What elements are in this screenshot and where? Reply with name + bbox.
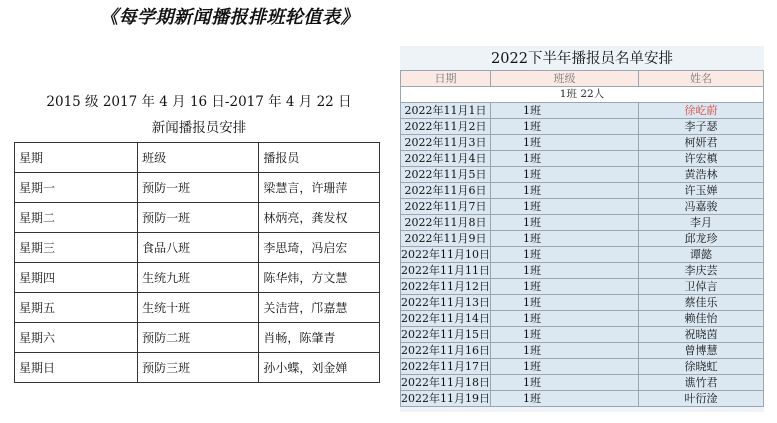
header-cell-date: 日期 — [401, 71, 491, 87]
roster-row — [401, 295, 764, 311]
roster-panel — [400, 46, 764, 412]
header-cell-class: 班级 — [138, 143, 259, 173]
header-cell-broadcaster: 播报员 — [259, 143, 380, 173]
date-cell: 2022年11月11日 — [401, 264, 490, 277]
broadcaster-cell: 李思琦，冯启宏 — [259, 233, 380, 263]
date-cell: 2022年11月4日 — [401, 151, 491, 167]
name-cell: 叶衍淦 — [639, 391, 764, 407]
class-cell: 预防三班 — [138, 353, 259, 383]
broadcaster-cell: 肖畅，陈肇青 — [259, 323, 380, 353]
name-cell: 李庆芸 — [639, 263, 764, 279]
roster-row — [401, 167, 764, 183]
date-cell: 2022年11月7日 — [401, 199, 491, 215]
left-schedule-subheading: 新闻播报员安排 — [151, 120, 247, 136]
name-cell: 邱龙珍 — [639, 231, 764, 247]
header-cell-weekday: 星期 — [15, 143, 138, 173]
broadcaster-cell: 关洁营，邝嘉慧 — [259, 293, 380, 323]
roster-row — [401, 135, 764, 151]
roster-row — [401, 359, 764, 375]
page-title: 《每学期新闻播报排班轮值表》 — [100, 7, 359, 28]
date-cell: 2022年11月17日 — [401, 360, 490, 373]
class-cell: 1班 — [491, 183, 639, 199]
roster-title: 2022下半年播报员名单安排 — [491, 51, 673, 67]
name-cell: 柯妍君 — [639, 135, 764, 151]
class-cell: 1班 — [491, 151, 639, 167]
table-header-row — [15, 143, 380, 173]
class-cell: 1班 — [491, 263, 639, 279]
class-cell: 1班 — [491, 103, 639, 119]
date-cell: 2022年11月12日 — [401, 280, 490, 293]
weekday-cell: 星期六 — [15, 323, 138, 353]
roster-row — [401, 151, 764, 167]
name-cell: 曾博慧 — [639, 343, 764, 359]
roster-row — [401, 327, 764, 343]
date-cell: 2022年11月18日 — [401, 376, 490, 389]
left-schedule-heading: 2015 级 2017 年 4 月 16 日-2017 年 4 月 22 日 — [46, 94, 352, 110]
roster-row — [401, 103, 764, 119]
weekday-cell: 星期五 — [15, 293, 138, 323]
class-cell: 1班 — [491, 231, 639, 247]
name-cell: 冯嘉骏 — [639, 199, 764, 215]
weekday-cell: 星期日 — [15, 353, 138, 383]
roster-row — [401, 183, 764, 199]
class-cell: 预防二班 — [138, 323, 259, 353]
roster-row — [401, 279, 764, 295]
weekday-cell: 星期三 — [15, 233, 138, 263]
class-cell: 食品八班 — [138, 233, 259, 263]
table-row — [15, 173, 380, 203]
name-cell: 徐屹蔚 — [639, 103, 764, 119]
class-cell: 1班 — [491, 279, 639, 295]
date-cell: 2022年11月6日 — [401, 183, 491, 199]
name-cell: 许玉婵 — [639, 183, 764, 199]
date-cell: 2022年11月14日 — [401, 312, 490, 325]
roster-row — [401, 231, 764, 247]
roster-table — [400, 70, 764, 407]
roster-header-row — [401, 71, 764, 87]
name-cell: 祝晓茵 — [639, 327, 764, 343]
class-cell: 1班 — [491, 167, 639, 183]
roster-row — [401, 119, 764, 135]
date-cell: 2022年11月9日 — [401, 231, 491, 247]
class-cell: 1班 — [491, 375, 639, 391]
roster-row — [401, 375, 764, 391]
date-cell: 2022年11月10日 — [401, 248, 490, 261]
name-cell: 谯竹君 — [639, 375, 764, 391]
name-cell: 赖佳怡 — [639, 311, 764, 327]
weekday-cell: 星期一 — [15, 173, 138, 203]
weekday-cell: 星期四 — [15, 263, 138, 293]
table-row — [15, 233, 380, 263]
broadcaster-cell: 林炳亮，龚发权 — [259, 203, 380, 233]
name-cell: 徐晓虹 — [639, 359, 764, 375]
date-cell: 2022年11月5日 — [401, 167, 491, 183]
class-cell: 1班 — [491, 311, 639, 327]
date-cell: 2022年11月8日 — [401, 215, 491, 231]
roster-row — [401, 199, 764, 215]
table-row — [15, 323, 380, 353]
name-cell: 谭懿 — [639, 247, 764, 263]
date-cell: 2022年11月16日 — [401, 344, 490, 357]
class-cell: 1班 — [491, 215, 639, 231]
weekday-cell: 星期二 — [15, 203, 138, 233]
group-row — [401, 87, 764, 103]
date-cell: 2022年11月13日 — [401, 296, 490, 309]
class-cell: 1班 — [491, 135, 639, 151]
class-cell: 预防一班 — [138, 173, 259, 203]
name-cell: 蔡佳乐 — [639, 295, 764, 311]
class-cell: 1班 — [491, 119, 639, 135]
date-cell: 2022年11月1日 — [401, 103, 491, 119]
table-row — [15, 353, 380, 383]
name-cell: 黄浩林 — [639, 167, 764, 183]
table-row — [15, 263, 380, 293]
class-cell: 1班 — [491, 343, 639, 359]
class-cell: 1班 — [491, 391, 639, 407]
roster-row — [401, 215, 764, 231]
class-cell: 1班 — [491, 295, 639, 311]
broadcaster-cell: 梁慧言，许珊萍 — [259, 173, 380, 203]
date-cell: 2022年11月3日 — [401, 135, 491, 151]
broadcaster-cell: 陈华炜，方文慧 — [259, 263, 380, 293]
name-cell: 李月 — [639, 215, 764, 231]
date-cell: 2022年11月15日 — [401, 328, 490, 341]
table-row — [15, 203, 380, 233]
roster-row — [401, 311, 764, 327]
class-cell: 生统十班 — [138, 293, 259, 323]
name-cell: 卫倬言 — [639, 279, 764, 295]
date-cell: 2022年11月19日 — [401, 392, 490, 405]
class-cell: 生统九班 — [138, 263, 259, 293]
name-cell: 李子瑟 — [639, 119, 764, 135]
group-label: 1班 22人 — [401, 87, 764, 103]
broadcaster-cell: 孙小蝶，刘金婵 — [259, 353, 380, 383]
roster-row — [401, 263, 764, 279]
name-cell: 许宏槙 — [639, 151, 764, 167]
weekly-broadcaster-table — [14, 142, 380, 383]
class-cell: 预防一班 — [138, 203, 259, 233]
table-row — [15, 293, 380, 323]
date-cell: 2022年11月2日 — [401, 119, 491, 135]
class-cell: 1班 — [491, 359, 639, 375]
header-cell-name: 姓名 — [639, 71, 764, 87]
roster-row — [401, 247, 764, 263]
roster-row — [401, 343, 764, 359]
class-cell: 1班 — [491, 199, 639, 215]
class-cell: 1班 — [491, 247, 639, 263]
header-cell-class: 班级 — [491, 71, 639, 87]
roster-row — [401, 391, 764, 407]
class-cell: 1班 — [491, 327, 639, 343]
